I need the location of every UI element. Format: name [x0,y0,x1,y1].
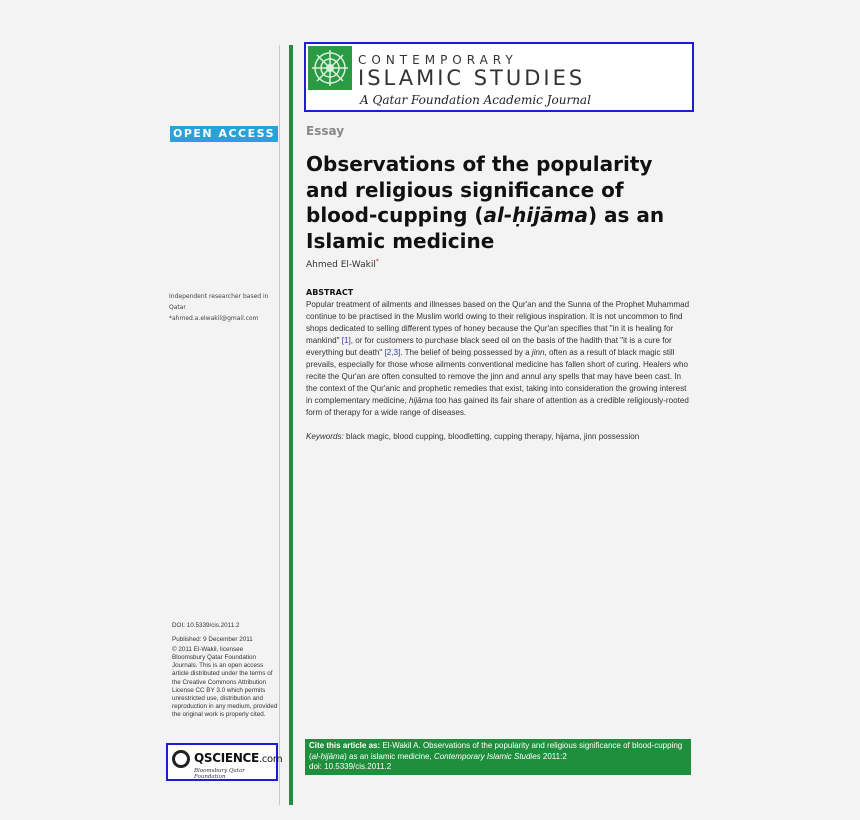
abstract-text: . The belief of being possessed by a [400,348,532,357]
reference-link[interactable]: [2,3] [384,348,401,357]
article-meta [172,622,278,725]
doi[interactable]: DOI: 10.5339/cis.2011.2 [172,622,240,629]
title-part1: Observations of the popularity and religious significance of blood-cupping ( [306,152,653,227]
published-date: Published: 9 December 2011 [172,636,253,644]
journal-banner[interactable] [304,42,694,112]
abstract-text: Popular treatment of ailments and illnesses based on the Qur'an and the Sunna of the Prophet Muhammad continue to be practised in the Muslim world owing to their religious inspiration. It is not uncommon to find shops dedicated to selling different types of honey because the Qur'an specifies that "in it is healing for mankind" [306,300,690,345]
citation-text: El-Wakil A. Observations of the popularity and religious significance of blood-cupping ( [309,741,683,761]
open-access-badge: OPEN ACCESS [170,126,278,142]
journal-logo-icon [308,46,352,90]
author-mark: * [375,258,379,265]
license-text: © 2011 El-Wakil, licensee Bloomsbury Qatar Foundation Journals. This is an open access article distributed under the terms of the Creative Commons Attribution License CC BY 3.0 which permits unrestricted use, distribution and reproduction in any medium, provided the original work is properly cited. [172,646,278,718]
qscience-tagline: Bloomsbury Qatar Foundation [194,768,245,780]
citation-doi[interactable]: doi: 10.5339/cis.2011.2 [309,762,392,771]
section-label: Essay [306,124,345,138]
journal-name-line2: ISLAMIC STUDIES [358,66,586,90]
author-email[interactable]: *ahmed.a.elwakil@gmail.com [169,315,259,322]
affiliation-text: Independent researcher based in Qatar [169,293,269,311]
reference-link[interactable]: [1] [341,336,351,345]
abstract-body [306,299,690,419]
keywords-text: black magic, blood cupping, bloodletting, cupping therapy, hijama, jinn possession [343,432,640,441]
author-name[interactable]: Ahmed El-Wakil [306,260,376,270]
abstract-italic: hijāma [409,396,433,405]
abstract-heading: ABSTRACT [306,288,354,297]
title-italic: al-ḥijāma [483,203,588,227]
article-title [306,152,686,254]
qscience-domain: .com [258,754,283,765]
citation-text: 2011:2 [540,751,567,761]
author-line [306,258,379,270]
journal-name-line1: CONTEMPORARY [358,53,518,67]
column-divider [279,45,280,805]
qscience-emblem-icon [172,750,190,768]
abstract-text: , often as a result of black magic still prevails, especially for those whose ailments conventional medicine has fallen short of curing. Healers who recite the Qur'an are often consulted to remove the jinn and annul any spells that may have been cast. In the context of the Qur'anic and prophetic remedies that exist, taking into consideration the growing interest in complementary medicine, [306,348,688,405]
abstract-text: too has gained its fair share of attention as a credible religiously-rooted form of therapy for a wide range of diseases. [306,396,689,417]
citation-italic: al-ḥijāma [311,751,345,761]
qscience-logo[interactable] [166,743,283,781]
green-margin-rule [289,45,293,805]
affiliation [169,291,279,324]
title-part2: ) as an Islamic medicine [306,203,665,253]
abstract-text: , or for customers to purchase black seed oil on the basis of the hadith that "it is a cure for everything but death" [306,336,672,357]
qscience-name: QSCIENCE [194,751,259,765]
keywords [306,432,690,441]
qscience-wordmark [194,751,282,765]
citation-text: ) as an islamic medicine, [344,751,434,761]
citation-label: Cite this article as: [309,741,381,750]
keywords-label: Keywords: [306,432,344,441]
journal-tagline: A Qatar Foundation Academic Journal [360,93,591,107]
citation-box [305,739,691,775]
abstract-italic: jinn [531,348,545,357]
citation-journal: Contemporary Islamic Studies [433,751,541,761]
